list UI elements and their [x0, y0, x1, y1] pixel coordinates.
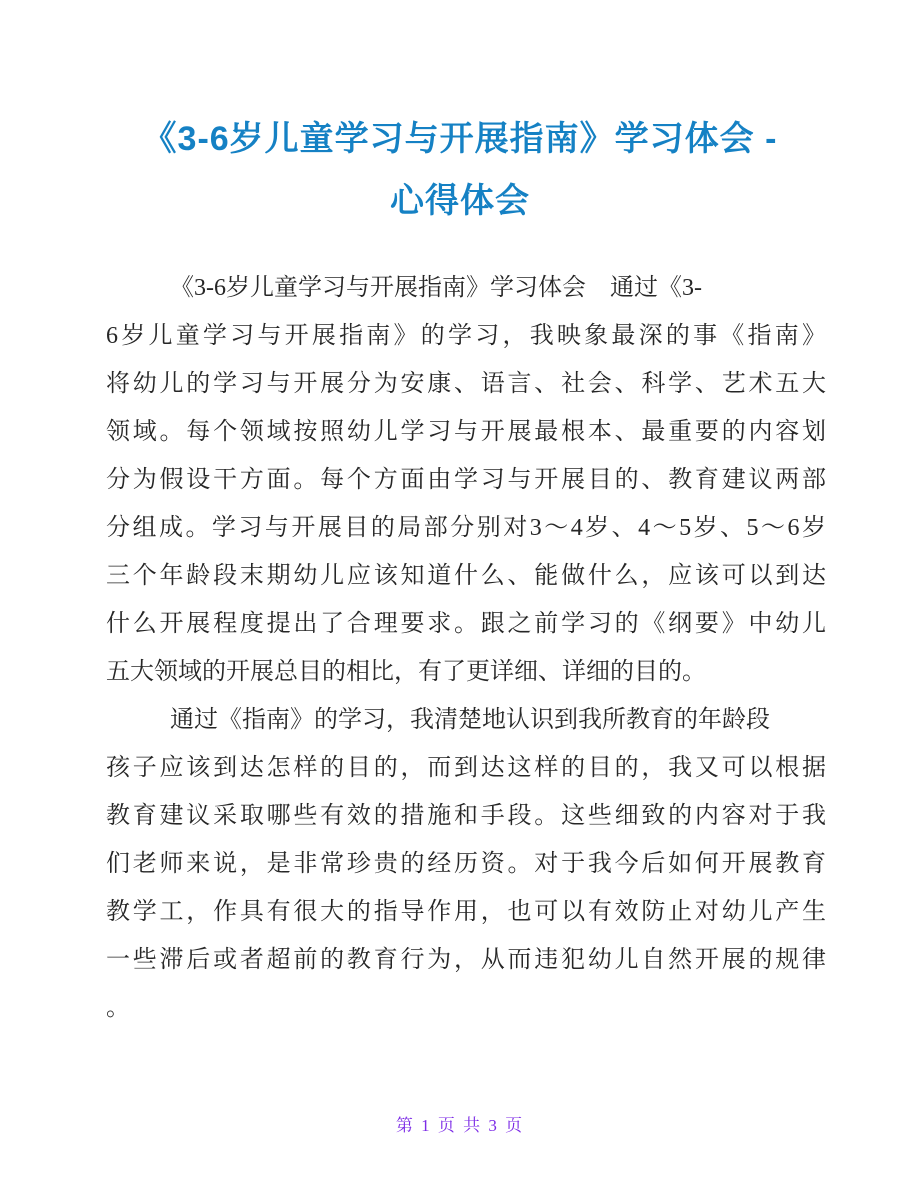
body-line: 们老师来说，是非常珍贵的经历资。对于我今后如何开展教育	[106, 851, 826, 877]
body-line: 教育建议采取哪些有效的措施和手段。这些细致的内容对于我	[106, 803, 826, 829]
title-line: 《3-6岁儿童学习与开展指南》学习体会 -	[142, 120, 778, 158]
body-line: 6岁儿童学习与开展指南》的学习，我映象最深的事《指南》	[106, 323, 826, 349]
body-line: 分为假设干方面。每个方面由学习与开展目的、教育建议两部	[106, 467, 826, 493]
body-line: 领域。每个领域按照幼儿学习与开展最根本、最重要的内容划	[106, 419, 826, 445]
body-line: 通过《指南》的学习，我清楚地认识到我所教育的年龄段	[170, 707, 770, 733]
body-line: 《3-6岁儿童学习与开展指南》学习体会 通过《3-	[170, 275, 702, 301]
body-line: 五大领域的开展总目的相比，有了更详细、详细的目的。	[106, 659, 706, 685]
body-line: 孩子应该到达怎样的目的，而到达这样的目的，我又可以根据	[106, 755, 826, 781]
body-line: 教学工，作具有很大的指导作用，也可以有效防止对幼儿产生	[106, 899, 826, 925]
page-number-text: 第 1 页 共 3 页	[395, 1116, 525, 1135]
body-line: 三个年龄段末期幼儿应该知道什么、能做什么，应该可以到达	[106, 563, 826, 589]
page-footer	[0, 1113, 920, 1139]
title-line: 心得体会	[390, 182, 530, 220]
paragraph	[106, 264, 826, 696]
body-line: 将幼儿的学习与开展分为安康、语言、社会、科学、艺术五大	[106, 371, 826, 397]
document-body	[106, 264, 826, 1032]
body-line: 分组成。学习与开展目的局部分别对3～4岁、4～5岁、5～6岁	[106, 515, 826, 541]
paragraph	[106, 696, 826, 1032]
body-line: 。	[106, 995, 130, 1021]
body-line: 什么开展程度提出了合理要求。跟之前学习的《纲要》中幼儿	[106, 611, 826, 637]
document-title	[0, 108, 920, 232]
body-line: 一些滞后或者超前的教育行为，从而违犯幼儿自然开展的规律	[106, 947, 826, 973]
